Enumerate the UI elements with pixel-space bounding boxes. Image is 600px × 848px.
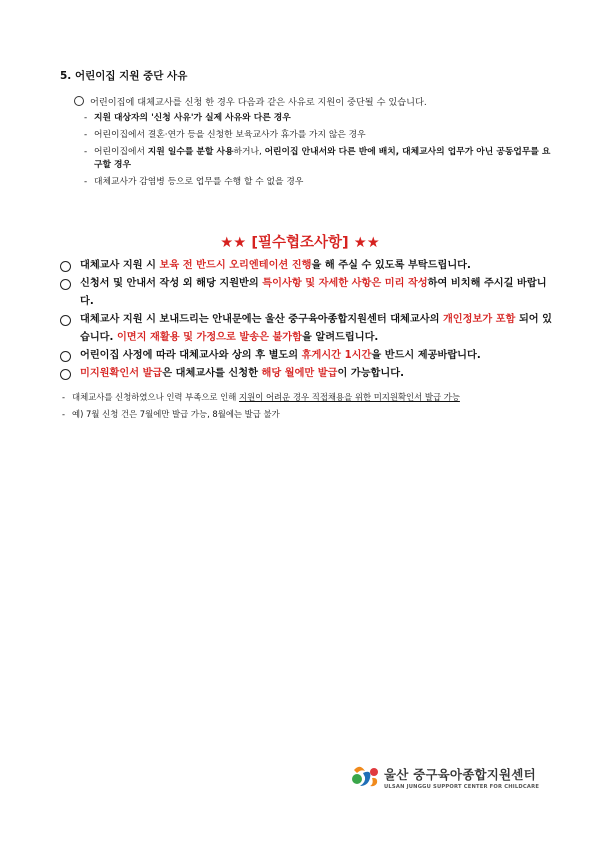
list-item: 신청서 및 안내서 작성 외 해당 지원반의 특이사항 및 자세한 사항은 미리 작성하여 비치해 주시길 바랍니다.: [60, 275, 560, 311]
list-item: - 지원 대상자의 '신청 사유'가 실제 사유와 다른 경우: [84, 113, 291, 123]
section-title: 5. 어린이집 지원 중단 사유: [60, 70, 188, 82]
circle-bullet-icon: [60, 279, 71, 290]
section-lead: 어린이집에 대체교사를 신청 한 경우 다음과 같은 사유로 지원이 중단될 수 있습니다.: [74, 94, 427, 108]
list-item: - 대체교사가 감염병 등으로 업무를 수행 할 수 없을 경우: [84, 177, 304, 187]
star-icon: ★★: [220, 235, 247, 251]
list-item: - 대체교사를 신청하였으나 인력 부족으로 인해 지원이 어려운 경우 직접채용을 위한 미지원확인서 발급 가능: [62, 392, 460, 402]
list-item: 대체교사 지원 시 보육 전 반드시 오리엔테이션 진행을 해 주실 수 있도록 부탁드립니다.: [60, 257, 560, 275]
circle-bullet-icon: [60, 369, 71, 380]
reason-list: [84, 112, 554, 193]
center-logo: [350, 764, 539, 790]
star-icon: ★★: [353, 235, 380, 251]
list-item: - 어린이집에서 지원 일수를 분할 사용하거나, 어린이집 안내서와 다른 반에 배치, 대체교사의 업무가 아닌 공동업무를 요구할 경우: [84, 147, 551, 170]
circle-bullet-icon: [74, 96, 84, 106]
circle-bullet-icon: [60, 261, 71, 272]
circle-bullet-icon: [60, 315, 71, 326]
logo-mark-icon: [350, 764, 380, 790]
list-item: 미지원확인서 발급은 대체교사를 신청한 해당 월에만 발급이 가능합니다.: [60, 365, 560, 383]
required-list: [60, 257, 560, 383]
list-item: - 어린이집에서 결혼·연가 등을 신청한 보육교사가 휴가를 가지 않은 경우: [84, 130, 366, 140]
required-heading: ★★ [필수협조사항] ★★: [220, 235, 380, 251]
logo-name-ko: 울산 중구육아종합지원센터: [384, 766, 536, 782]
list-item: 대체교사 지원 시 보내드리는 안내문에는 울산 중구육아종합지원센터 대체교사의 개인정보가 포함 되어 있습니다. 이면지 재활용 및 가정으로 발송은 불가함을 알려드립니다.: [60, 311, 560, 347]
circle-bullet-icon: [60, 351, 71, 362]
list-item: 어린이집 사정에 따라 대체교사와 상의 후 별도의 휴게시간 1시간을 반드시 제공바랍니다.: [60, 347, 560, 365]
logo-name-en: ULSAN JUNGGU SUPPORT CENTER FOR CHILDCARE: [384, 783, 540, 790]
notes-list: [62, 389, 562, 423]
list-item: - 예) 7월 신청 건은 7월에만 발급 가능, 8월에는 발급 불가: [62, 409, 280, 419]
